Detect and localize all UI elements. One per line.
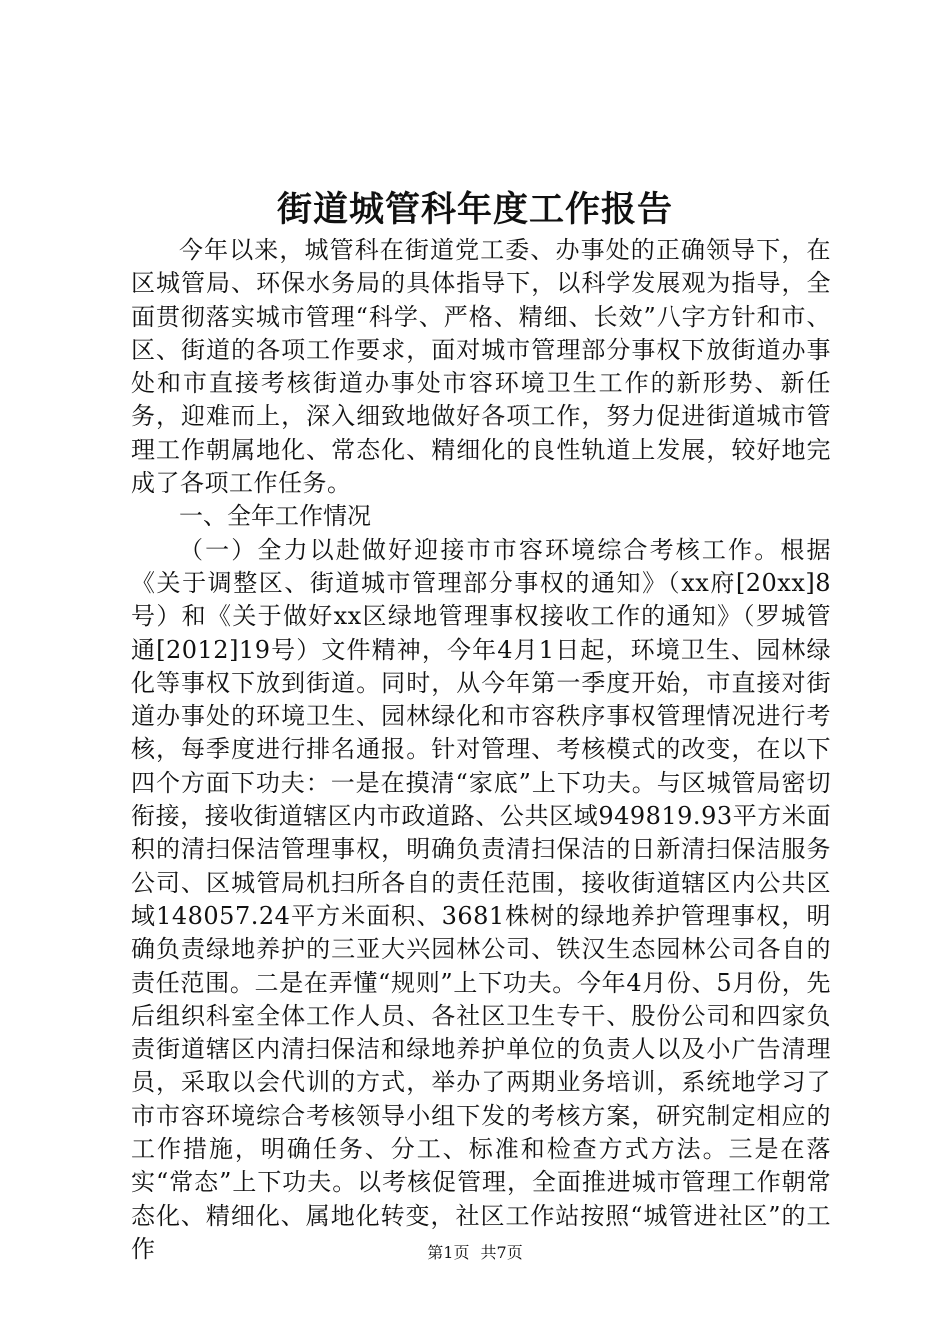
section-heading: 一、全年工作情况 — [179, 502, 371, 531]
page-title: 街道城管科年度工作报告 — [276, 189, 673, 230]
page-number: 第1页 — [427, 1243, 470, 1262]
intro-paragraph: 今年以来，城管科在街道党工委、办事处的正确领导下，在区城管局、环保水务局的具体指导下，以科学发展观为指导，全面贯彻落实城市管理“科学、严格、精细、长效”八字方针和市、区、街道的各项工作要求，面对城市管理部分事权下放街道办事处和市直接考核街道办事处市容环境卫生工作的新形势、新任务，迎难而上，深入细致地做好各项工作，努力促进街道城市管理工作朝属地化、常态化、精细化的良性轨道上发展，较好地完成了各项工作任务。 — [131, 236, 831, 498]
page-footer — [0, 1242, 950, 1264]
subsection-paragraph: （一）全力以赴做好迎接市市容环境综合考核工作。根据《关于调整区、街道城市管理部分事权的通知》（xx府[20xx]8号）和《关于做好xx区绿地管理事权接收工作的通知》（罗城管通[2012]19号）文件精神，今年4月1日起，环境卫生、园林绿化等事权下放到街道。同时，从今年第一季度开始，市直接对街道办事处的环境卫生、园林绿化和市容秩序事权管理情况进行考核，每季度进行排名通报。针对管理、考核模式的改变，在以下四个方面下功夫：一是在摸清“家底”上下功夫。与区城管局密切衔接，接收街道辖区内市政道路、公共区域949819.93平方米面积的清扫保洁管理事权，明确负责清扫保洁的日新清扫保洁服务公司、区城管局机扫所各自的责任范围，接收街道辖区内公共区域148057.24平方米面积、3681株树的绿地养护管理事权，明确负责绿地养护的三亚大兴园林公司、铁汉生态园林公司各自的责任范围。二是在弄懂“规则”上下功夫。今年4月份、5月份，先后组织科室全体工作人员、各社区卫生专干、股份公司和四家负责街道辖区内清扫保洁和绿地养护单位的负责人以及小广告清理员，采取以会代训的方式，举办了两期业务培训，系统地学习了市市容环境综合考核领导小组下发的考核方案，研究制定相应的工作措施，明确任务、分工、标准和检查方式方法。三是在落实“常态”上下功夫。以考核促管理，全面推进城市管理工作朝常态化、精细化、属地化转变，社区工作站按照“城管进社区”的工作 — [131, 535, 831, 1263]
page-total: 共7页 — [480, 1243, 523, 1262]
document-body — [131, 234, 831, 1266]
